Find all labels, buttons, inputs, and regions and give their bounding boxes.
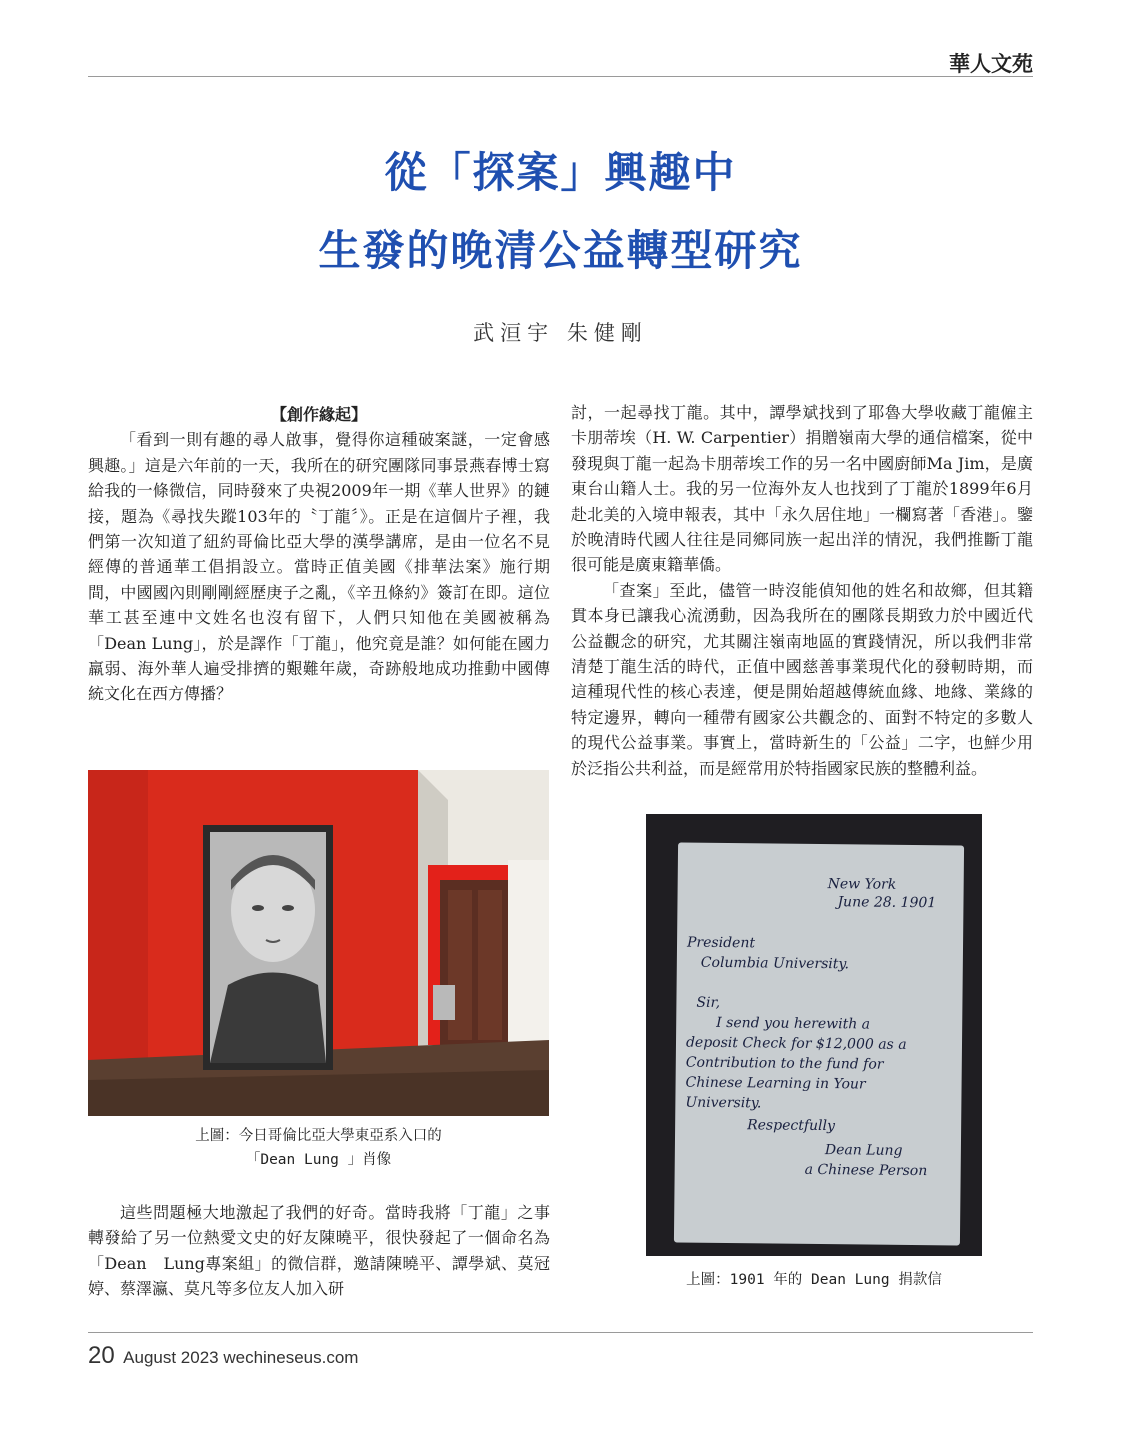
header-rule (88, 76, 1033, 77)
letter-line-11: a Chinese Person (804, 1161, 928, 1180)
title-line-2: 生發的晚清公益轉型研究 (318, 226, 803, 275)
paragraph-4: 「查案」至此，儘管一時沒能偵知他的姓名和故鄉，但其籍貫本身已讓我心流湧動，因為我所在的團隊長期致力於中國近代公益觀念的研究，尤其關注嶺南地區的實踐情況，所以我們非常清楚丁龍生活的時代，正值中國慈善事業現代化的發軔時期，而這種現代性的核心表達，便是開始超越傳統血緣、地緣、業緣的特定邊界，轉向一種帶有國家公共觀念的、面對不特定的多數人的現代公益事業。事實上，當時新生的「公益」二字，也鮮少用於泛指公共利益，而是經常用於特指國家民族的整體利益。 (571, 580, 1033, 778)
authors: 武洹宇 朱健剛 (473, 321, 648, 345)
section-heading: 【創作緣起】 (270, 405, 367, 424)
letter-paper (674, 843, 964, 1246)
paragraph-2: 這些問題極大地激起了我們的好奇。當時我將「丁龍」之事轉發給了另一位熱愛文史的好友陳曉平，很快發起了一個命名為「Dean Lung專案組」的微信群，邀請陳曉平、譚學斌、莫冠婷、蔡澤瀛、莫凡等多位友人加入研 (88, 1203, 550, 1299)
left-column-upper (88, 402, 550, 707)
footer (88, 1342, 358, 1370)
letter-place: New York (827, 876, 897, 893)
photo-1-caption-line-1: 上圖：今日哥倫比亞大學東亞系入口的 (195, 1128, 442, 1144)
letter-line-2: Columbia University. (700, 954, 850, 973)
letter-line-5: deposit Check for $12,000 as a (685, 1034, 907, 1053)
letter-date: June 28. 1901 (837, 894, 937, 912)
photo-2-caption: 上圖：1901 年的 Dean Lung 捐款信 (686, 1272, 942, 1288)
photo-1-caption-line-2: 「Dean Lung 」肖像 (245, 1152, 392, 1168)
letter-line-8: University. (685, 1094, 762, 1112)
portrait-photo (88, 770, 549, 1116)
page-number: 20 (88, 1342, 115, 1369)
letter-line-10: Dean Lung (824, 1142, 903, 1159)
letter-line-3: Sir, (696, 994, 721, 1011)
portrait-photo-graphic (88, 770, 549, 1116)
paragraph-1: 「看到一則有趣的尋人啟事，覺得你這種破案謎，一定會感興趣。」這是六年前的一天，我所在的研究團隊同事景燕春博士寫給我的一條微信，同時發來了央視2009年一期《華人世界》的鏈接，題為《尋找失蹤103年的〝丁龍〞》。正是在這個片子裡，我們第一次知道了紐約哥倫比亞大學的漢學講席，是由一位名不見經傳的普通華工倡捐設立。當時正值美國《排華法案》施行期間，中國國內則剛剛經歷庚子之亂，《辛丑條約》簽訂在即。這位華工甚至連中文姓名也沒有留下，人們只知他在美國被稱為「Dean Lung」，於是譯作「丁龍」，他究竟是誰？如何能在國力羸弱、海外華人遍受排擠的艱難年歲，奇跡般地成功推動中國傳統文化在西方傳播？ (88, 430, 550, 704)
footer-rule (88, 1332, 1033, 1333)
letter-line-9: Respectfully (747, 1117, 836, 1135)
left-column-lower (88, 1200, 550, 1302)
letter-line-1: President (686, 934, 756, 952)
paragraph-3: 討，一起尋找丁龍。其中，譚學斌找到了耶魯大學收藏丁龍僱主卡朋蒂埃（H. W. Carpentier）捐贈嶺南大學的通信檔案，從中發現與丁龍一起為卡朋蒂埃工作的另一名中國廚師Ma Jim，是廣東台山籍人士。我的另一位海外友人也找到了丁龍於1899年6月赴北美的入境申報表，其中「永久居住地」一欄寫著「香港」。鑒於晚清時代國人往往是同鄉同族一起出洋的情況，我們推斷丁龍很可能是廣東籍華僑。 (571, 403, 1033, 575)
photo-1-caption (88, 1124, 549, 1172)
footer-text: August 2023 wechineseus.com (123, 1348, 359, 1367)
letter-photo (646, 814, 982, 1256)
letter-line-7: Chinese Learning in Your (685, 1074, 866, 1093)
letter-line-6: Contribution to the fund for (685, 1054, 884, 1073)
title-line-1: 從「探案」興趣中 (384, 148, 737, 197)
right-column (571, 400, 1033, 781)
letter-line-4: I send you herewith a (716, 1014, 871, 1033)
section-name: 華人文苑 (949, 51, 1033, 76)
